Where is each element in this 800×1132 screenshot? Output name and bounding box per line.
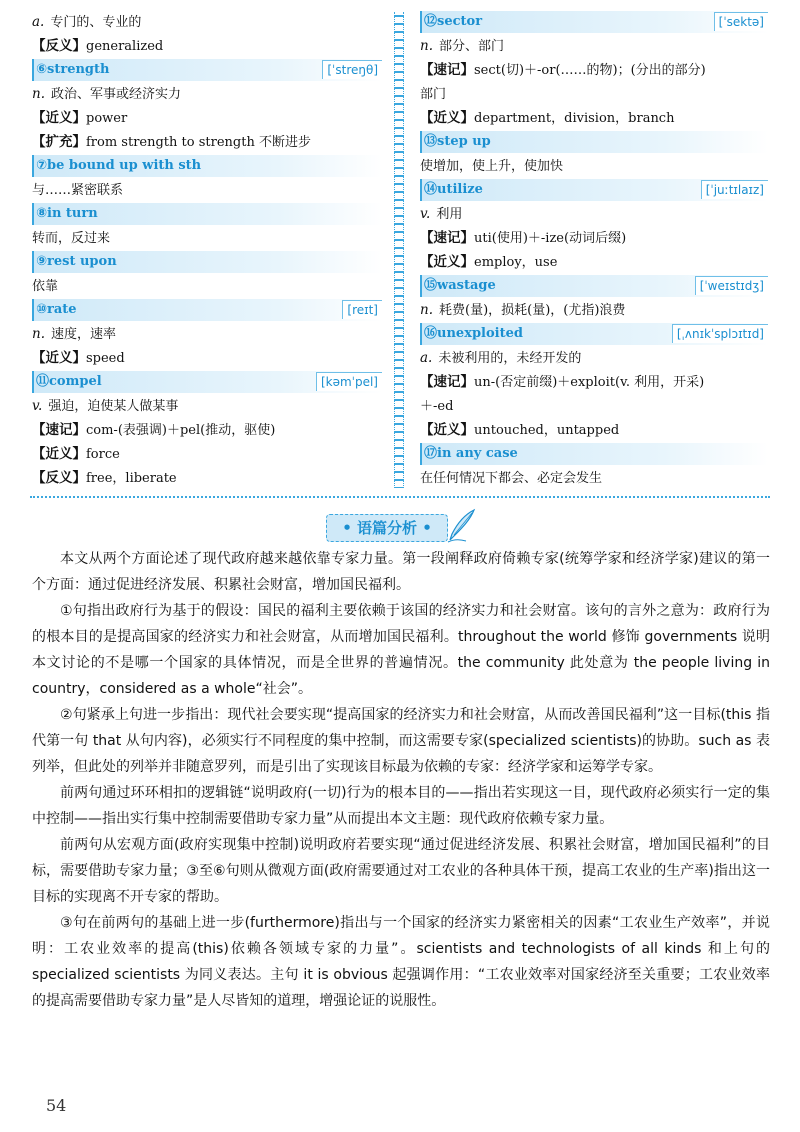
entry-number: ⑮: [424, 278, 438, 293]
vocab-entry-heading: [420, 11, 768, 33]
entry-word: sector: [437, 14, 483, 29]
entry-word: unexploited: [437, 326, 523, 341]
column-divider: [394, 12, 404, 488]
page-number: 54: [46, 1096, 67, 1115]
analysis-paragraph: 本文从两个方面论述了现代政府越来越依靠专家力量。第一段阐释政府倚赖专家(统筹学家和经济学家)建议的第一个方面：通过促进经济发展、积累社会财富，增加国民福利。: [32, 551, 770, 593]
vocab-entry-heading: [32, 59, 382, 81]
analysis-paragraph: 前两句从宏观方面(政府实现集中控制)说明政府若要实现“通过促进经济发展、积累社会财富，增加国民福利”的目标，需要借助专家力量；③至⑥句则从微观方面(政府需要通过对工农业的各种具体干预，提高工农业的生产率)指出这一目标的实现离不开专家的帮助。: [32, 837, 770, 905]
entry-number: ⑩: [36, 302, 48, 317]
vocab-entry-heading: [420, 275, 768, 297]
note-label: 【近义】: [32, 110, 86, 126]
entry-text: generalized: [86, 39, 164, 54]
part-of-speech: n.: [32, 86, 45, 102]
entry-word: in any case: [437, 446, 518, 461]
vocab-entry-line: [32, 82, 382, 106]
entry-number: ⑥: [36, 62, 48, 77]
vocab-entry-line: [420, 298, 768, 322]
entry-text: free，liberate: [86, 471, 177, 486]
part-of-speech: n.: [420, 38, 433, 54]
note-label: 【近义】: [420, 110, 474, 126]
note-label: 【扩充】: [32, 134, 86, 150]
part-of-speech: v.: [32, 398, 43, 414]
phonetic-label: [ˈsektə]: [714, 12, 768, 31]
quill-pen-icon: [444, 508, 478, 544]
vocab-entry-line: [420, 466, 768, 490]
part-of-speech: a.: [420, 350, 433, 366]
vocab-entry-line: [32, 466, 382, 490]
vocab-entry-line: [420, 394, 768, 418]
vocab-entry-line: [32, 106, 382, 130]
entry-text: 政治、军事或经济实力: [51, 87, 182, 102]
entry-text: 依靠: [32, 279, 59, 294]
entry-word: step up: [437, 134, 491, 149]
analysis-paragraph: ①句指出政府行为基于的假设：国民的福利主要依赖于该国的经济实力和社会财富。该句的言外之意为：政府行为的根本目的是提高国家的经济实力和社会财富，从而增加国民福利。throughout the world 修饰 governments 说明本文讨论的不是哪一个国家的具体情况，而是全世界的普遍情况。the community 此处意为 the people living in country，considered as a whole“社会”。: [32, 603, 770, 697]
vocab-entry-heading: [32, 251, 382, 273]
entry-word: strength: [47, 62, 110, 77]
entry-text: 与……紧密联系: [32, 183, 124, 198]
vocab-entry-line: [420, 418, 768, 442]
entry-number: ⑬: [424, 134, 438, 149]
vocab-entry-line: [32, 274, 382, 298]
entry-text: speed: [86, 351, 125, 366]
entry-text: 利用: [436, 207, 463, 222]
vocab-entry-heading: [420, 443, 768, 465]
entry-number: ⑨: [36, 254, 48, 269]
entry-word: in turn: [47, 206, 98, 221]
analysis-text: [32, 546, 770, 1014]
entry-text: 速度，速率: [51, 327, 117, 342]
note-label: 【速记】: [32, 422, 86, 438]
part-of-speech: n.: [420, 302, 433, 318]
entry-number: ⑭: [424, 182, 438, 197]
entry-number: ⑰: [424, 446, 438, 461]
vocab-entry-line: [32, 226, 382, 250]
entry-text: un-(否定前缀)＋exploit(v. 利用，开采): [474, 375, 705, 390]
vocab-entry-line: [420, 370, 768, 394]
note-label: 【近义】: [420, 254, 474, 270]
part-of-speech: a.: [32, 14, 45, 30]
entry-text: 强迫，迫使某人做某事: [48, 399, 179, 414]
vocab-entry-line: [32, 346, 382, 370]
vocab-entry-line: [420, 346, 768, 370]
vocab-entry-line: [420, 82, 768, 106]
note-label: 【近义】: [32, 446, 86, 462]
entry-text: 在任何情况下都会、必定会发生: [420, 471, 603, 486]
analysis-paragraph: ③句在前两句的基础上进一步(furthermore)指出与一个国家的经济实力紧密相关的因素“工农业生产效率”，并说明：工农业效率的提高(this)依赖各领域专家的力量”。scientists and technologists of all kinds 和上句的 specialized scientists 为同义表达。主句 it is obvious 起强调作用：“工农业效率对国家经济至关重要；工农业效率的提高需要借助专家力量”是人尽皆知的道理，增强论证的说服性。: [32, 915, 770, 1009]
entry-number: ⑯: [424, 326, 438, 341]
phonetic-label: [ˈstreŋθ]: [322, 60, 382, 79]
section-title: • 语篇分析 •: [326, 514, 448, 542]
vocab-entry-line: [420, 58, 768, 82]
entry-text: from strength to strength 不断进步: [86, 135, 311, 150]
vocab-entry-line: [32, 418, 382, 442]
entry-text: untouched，untapped: [474, 423, 620, 438]
entry-number: ⑪: [36, 374, 50, 389]
entry-word: wastage: [437, 278, 496, 293]
vocab-entry-heading: [32, 155, 382, 177]
vocab-entry-line: [32, 442, 382, 466]
phonetic-label: [reɪt]: [342, 300, 382, 319]
analysis-paragraph: ②句紧承上句进一步指出：现代社会要实现“提高国家的经济实力和社会财富，从而改善国民福利”这一目标(this 指代第一句 that 从句内容)，必须实行不同程度的集中控制，而这需要专家(specialized scientists)的协助。such as 表列举，但此处的列举并非随意罗列，而是引出了实现该目标最为依赖的专家：经济学家和运筹学专家。: [32, 707, 770, 775]
note-label: 【近义】: [420, 422, 474, 438]
vocab-entry-line: [420, 226, 768, 250]
note-label: 【速记】: [420, 230, 474, 246]
phonetic-label: [kəmˈpel]: [316, 372, 382, 391]
note-label: 【反义】: [32, 38, 86, 54]
vocab-entry-line: [32, 178, 382, 202]
vocab-entry-line: [32, 322, 382, 346]
entry-text: department，division，branch: [474, 111, 675, 126]
analysis-paragraph: 前两句通过环环相扣的逻辑链“说明政府(一切)行为的根本目的——指出若实现这一目，现代政府必须实行一定的集中控制——指出实行集中控制需要借助专家力量”从而提出本文主题：现代政府依赖专家力量。: [32, 785, 770, 827]
section-separator: [30, 496, 770, 498]
phonetic-label: [ˈweɪstɪdʒ]: [695, 276, 768, 295]
note-label: 【速记】: [420, 62, 474, 78]
entry-word: compel: [49, 374, 102, 389]
vocab-entry-line: [420, 250, 768, 274]
entry-word: rate: [47, 302, 77, 317]
entry-text: 使增加，使上升，使加快: [420, 159, 564, 174]
entry-text: com-(表强调)＋pel(推动，驱使): [86, 423, 276, 438]
entry-word: be bound up with sth: [47, 158, 202, 173]
entry-number: ⑫: [424, 14, 438, 29]
note-label: 【反义】: [32, 470, 86, 486]
vocab-entry-line: [420, 154, 768, 178]
entry-word: utilize: [437, 182, 483, 197]
vocab-entry-line: [32, 394, 382, 418]
vocab-entry-heading: [32, 371, 382, 393]
vocab-right-column: [420, 10, 768, 490]
entry-text: 部分、部门: [439, 39, 505, 54]
entry-number: ⑦: [36, 158, 48, 173]
entry-text: uti(使用)＋-ize(动词后缀): [474, 231, 627, 246]
entry-text: 部门: [420, 87, 447, 102]
vocab-entry-line: [420, 202, 768, 226]
entry-text: 转而，反过来: [32, 231, 111, 246]
part-of-speech: v.: [420, 206, 431, 222]
entry-text: sect(切)＋-or(……的物)；(分出的部分): [474, 63, 706, 78]
vocab-entry-line: [32, 34, 382, 58]
vocab-entry-line: [420, 106, 768, 130]
entry-text: 专门的、专业的: [50, 15, 142, 30]
vocab-entry-heading: [420, 323, 768, 345]
vocab-entry-heading: [420, 179, 768, 201]
part-of-speech: n.: [32, 326, 45, 342]
vocab-entry-heading: [32, 203, 382, 225]
entry-text: 未被利用的，未经开发的: [438, 351, 582, 366]
entry-text: force: [86, 447, 120, 462]
vocab-entry-line: [420, 34, 768, 58]
phonetic-label: [ˌʌnɪkˈsplɔɪtɪd]: [672, 324, 768, 343]
entry-text: ＋-ed: [420, 399, 454, 414]
note-label: 【近义】: [32, 350, 86, 366]
entry-text: 耗费(量)，损耗(量)，(尤指)浪费: [439, 303, 626, 318]
vocab-entry-heading: [32, 299, 382, 321]
entry-number: ⑧: [36, 206, 48, 221]
note-label: 【速记】: [420, 374, 474, 390]
entry-text: employ，use: [474, 255, 558, 270]
vocab-entry-heading: [420, 131, 768, 153]
vocab-entry-line: [32, 10, 382, 34]
vocab-entry-line: [32, 130, 382, 154]
entry-word: rest upon: [47, 254, 117, 269]
phonetic-label: [ˈjuːtɪlaɪz]: [701, 180, 768, 199]
vocab-left-column: [32, 10, 382, 490]
entry-text: power: [86, 111, 128, 126]
